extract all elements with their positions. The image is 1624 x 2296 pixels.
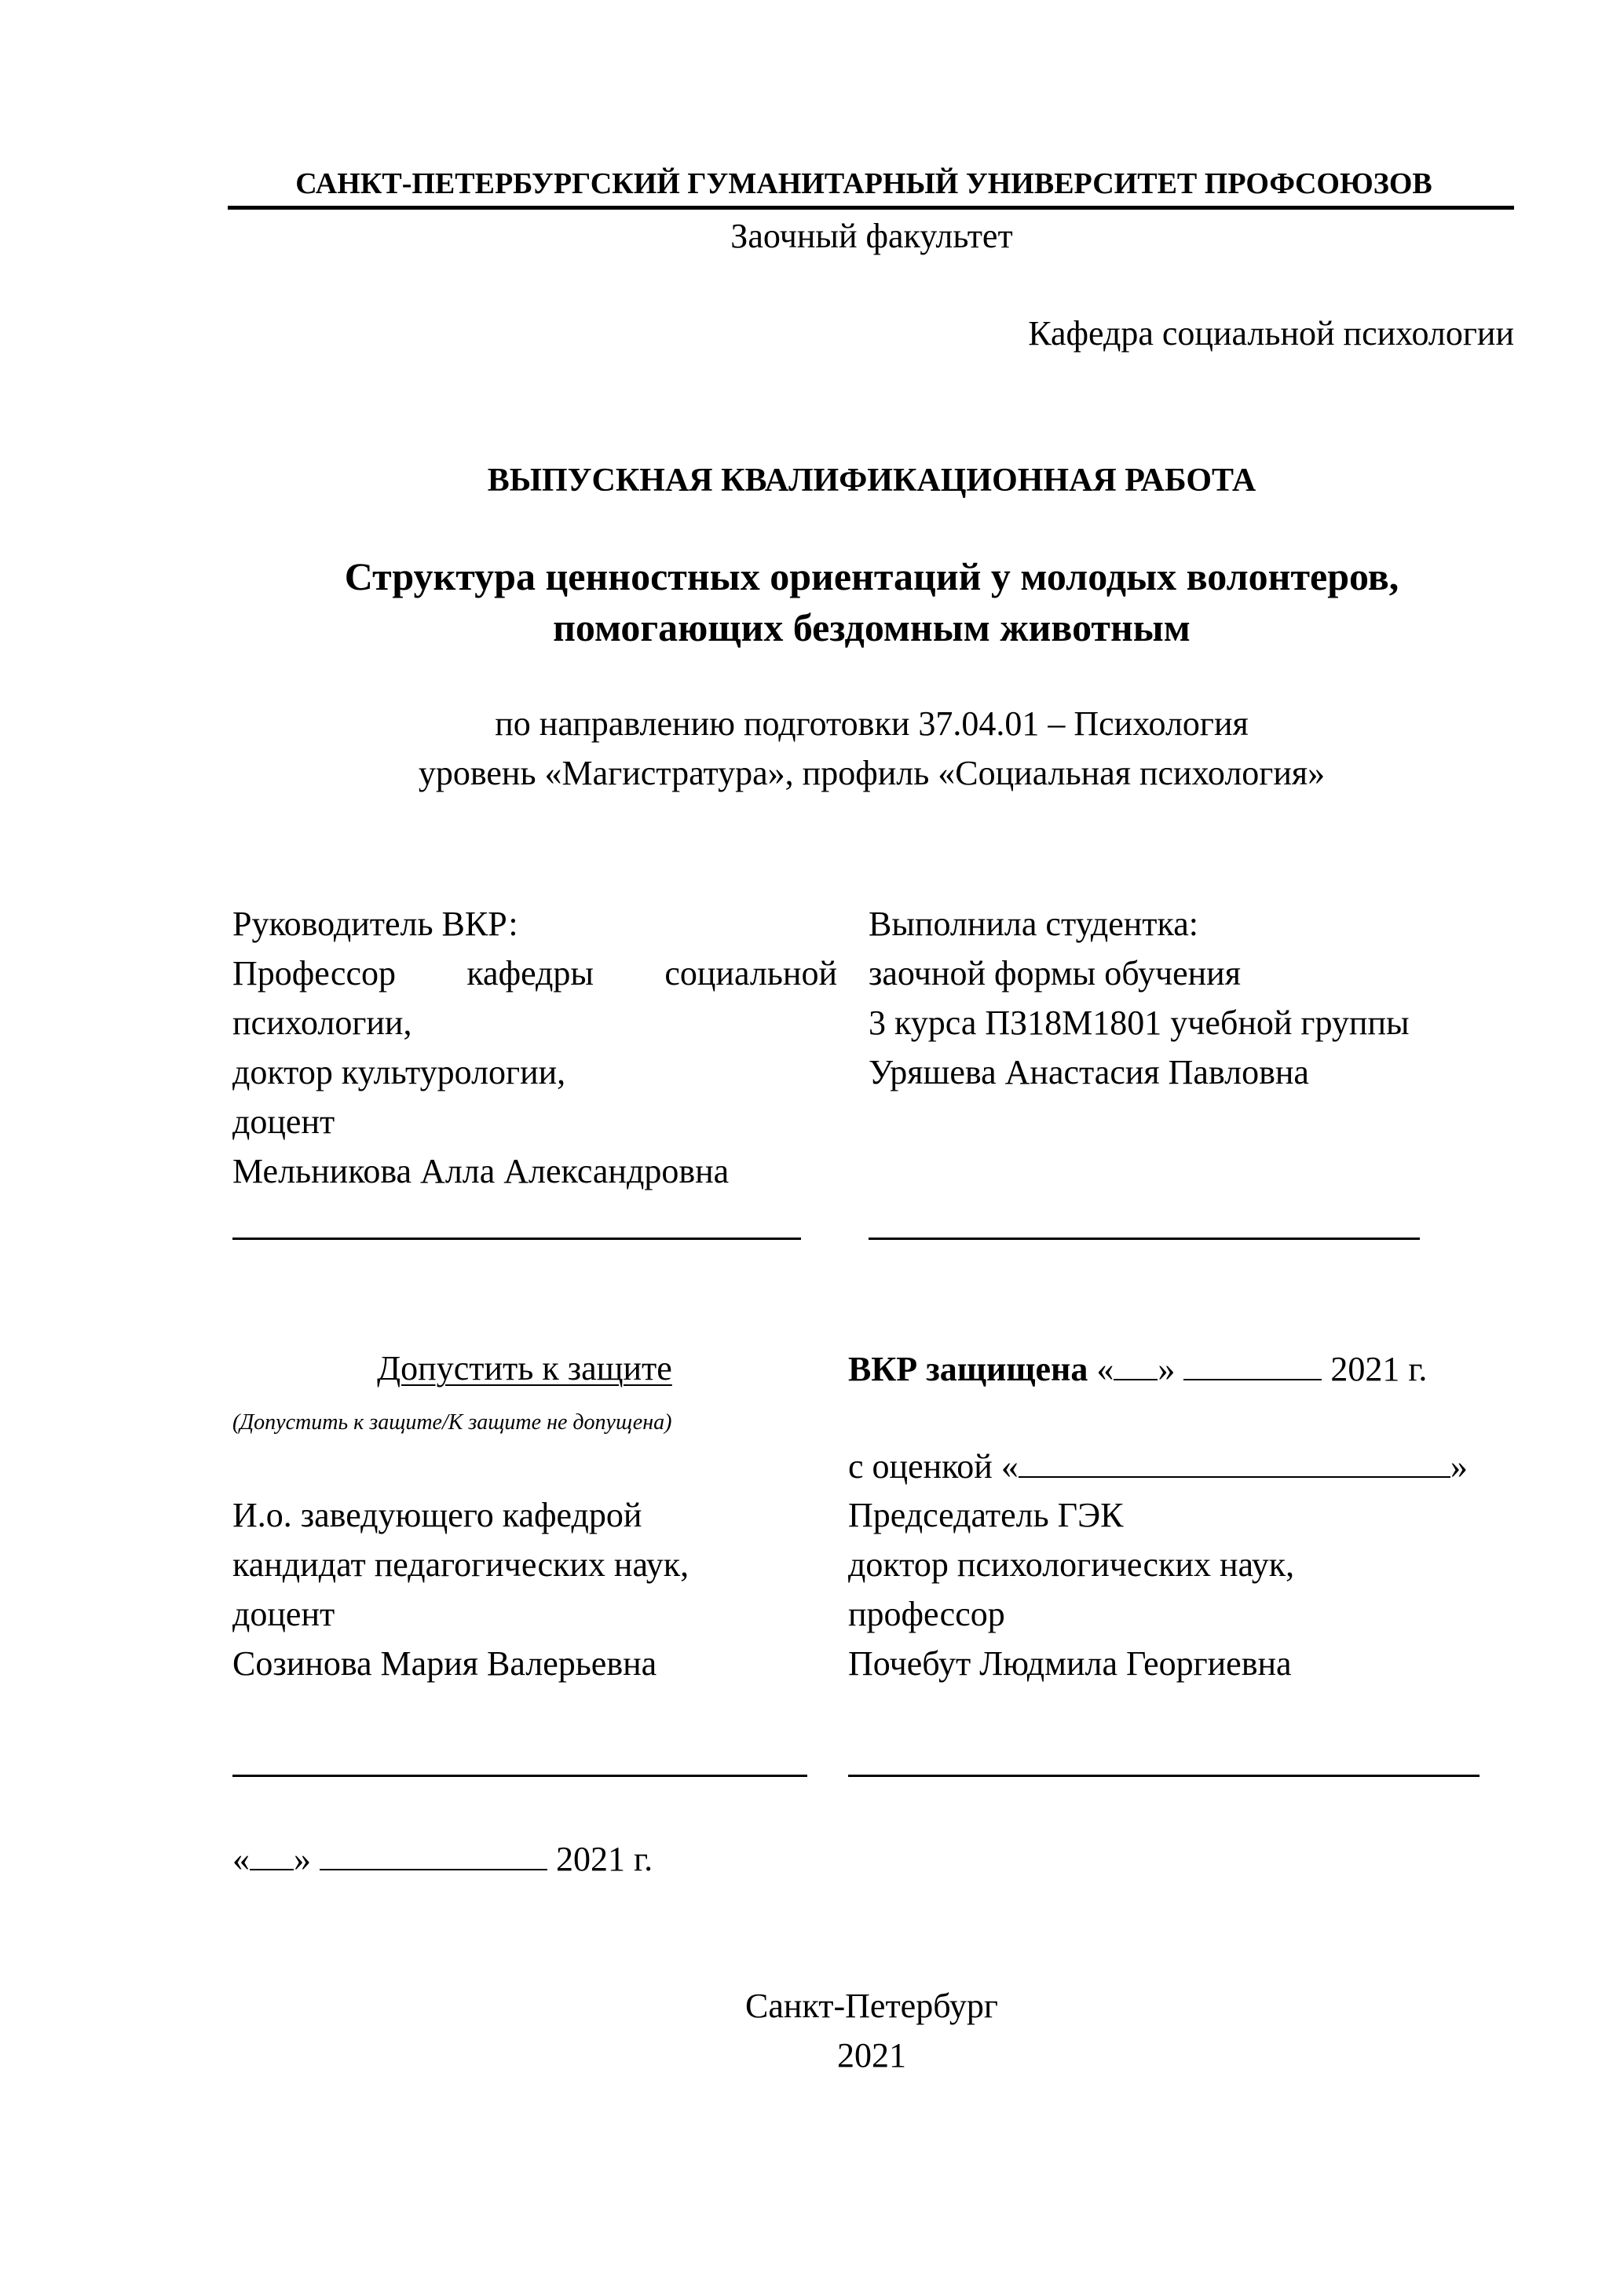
student-group: 3 курса ПЗ18М1801 учебной группы [869,1004,1410,1042]
defense-line [848,1349,1427,1390]
grade-line [848,1446,1468,1487]
supervisor-label: Руководитель ВКР: [232,905,518,943]
supervisor-position-word: Профессор [232,954,396,993]
department: Кафедра социальной психологии [1028,314,1514,353]
thesis-topic-line1: Структура ценностных ориентаций у молодых волонтеров, [344,554,1399,598]
chair-rank: профессор [848,1595,1005,1633]
admission-date-close-quote: » [294,1840,311,1878]
chair-name: Почебут Людмила Георгиевна [848,1644,1292,1683]
header-rule [228,206,1514,210]
direction-line2: уровень «Магистратура», профиль «Социальная психология» [418,754,1326,792]
student-signature-line [869,1238,1420,1240]
admission-date-year: 2021 г. [556,1840,653,1878]
admission-day-blank[interactable] [250,1839,294,1870]
admission-month-blank[interactable] [320,1839,547,1870]
grade-label: с оценкой « [848,1447,1019,1486]
student-form: заочной формы обучения [869,954,1241,993]
defense-month-blank[interactable] [1183,1349,1322,1380]
footer-year: 2021 [837,2036,906,2075]
defense-label: ВКР защищена [848,1350,1088,1388]
grade-close-quote: » [1450,1447,1468,1486]
admission-decision: Допустить к защите [377,1349,672,1387]
supervisor-rank: доцент [232,1102,335,1141]
thesis-topic-line2: помогающих бездомным животным [553,605,1191,649]
supervisor-name: Мельникова Алла Александровна [232,1152,730,1190]
supervisor-position-word: социальной [664,954,837,993]
head-name: Созинова Мария Валерьевна [232,1644,657,1683]
student-label: Выполнила студентка: [869,905,1198,943]
defense-open-quote: « [1096,1350,1114,1388]
university-name: САНКТ-ПЕТЕРБУРГСКИЙ ГУМАНИТАРНЫЙ УНИВЕРСИТЕТ ПРОФСОЮЗОВ [295,167,1432,200]
head-signature-line [232,1775,807,1777]
faculty: Заочный факультет [730,217,1013,255]
admission-date-open-quote: « [232,1840,250,1878]
supervisor-position-line1 [232,954,837,994]
admission-hint: (Допустить к защите/К защите не допущена) [232,1410,672,1435]
footer-city: Санкт-Петербург [745,1987,998,2025]
student-name: Уряшева Анастасия Павловна [869,1053,1309,1091]
chair-signature-line [848,1775,1480,1777]
supervisor-position-word: кафедры [466,954,594,993]
chair-degree: доктор психологических наук, [848,1545,1295,1584]
supervisor-signature-line [232,1238,801,1240]
defense-day-blank[interactable] [1114,1349,1158,1380]
work-type: ВЫПУСКНАЯ КВАЛИФИКАЦИОННАЯ РАБОТА [487,462,1256,499]
admission-date-line [232,1839,653,1880]
defense-close-quote: » [1158,1350,1176,1388]
supervisor-position-line2: психологии, [232,1004,412,1042]
direction-line1: по направлению подготовки 37.04.01 – Психология [495,704,1249,743]
supervisor-degree: доктор культурологии, [232,1053,566,1091]
head-degree: кандидат педагогических наук, [232,1545,689,1584]
head-rank: доцент [232,1595,335,1633]
chair-position: Председатель ГЭК [848,1496,1124,1534]
defense-year: 2021 г. [1330,1350,1428,1388]
head-position: И.о. заведующего кафедрой [232,1496,642,1534]
grade-blank[interactable] [1019,1446,1450,1478]
